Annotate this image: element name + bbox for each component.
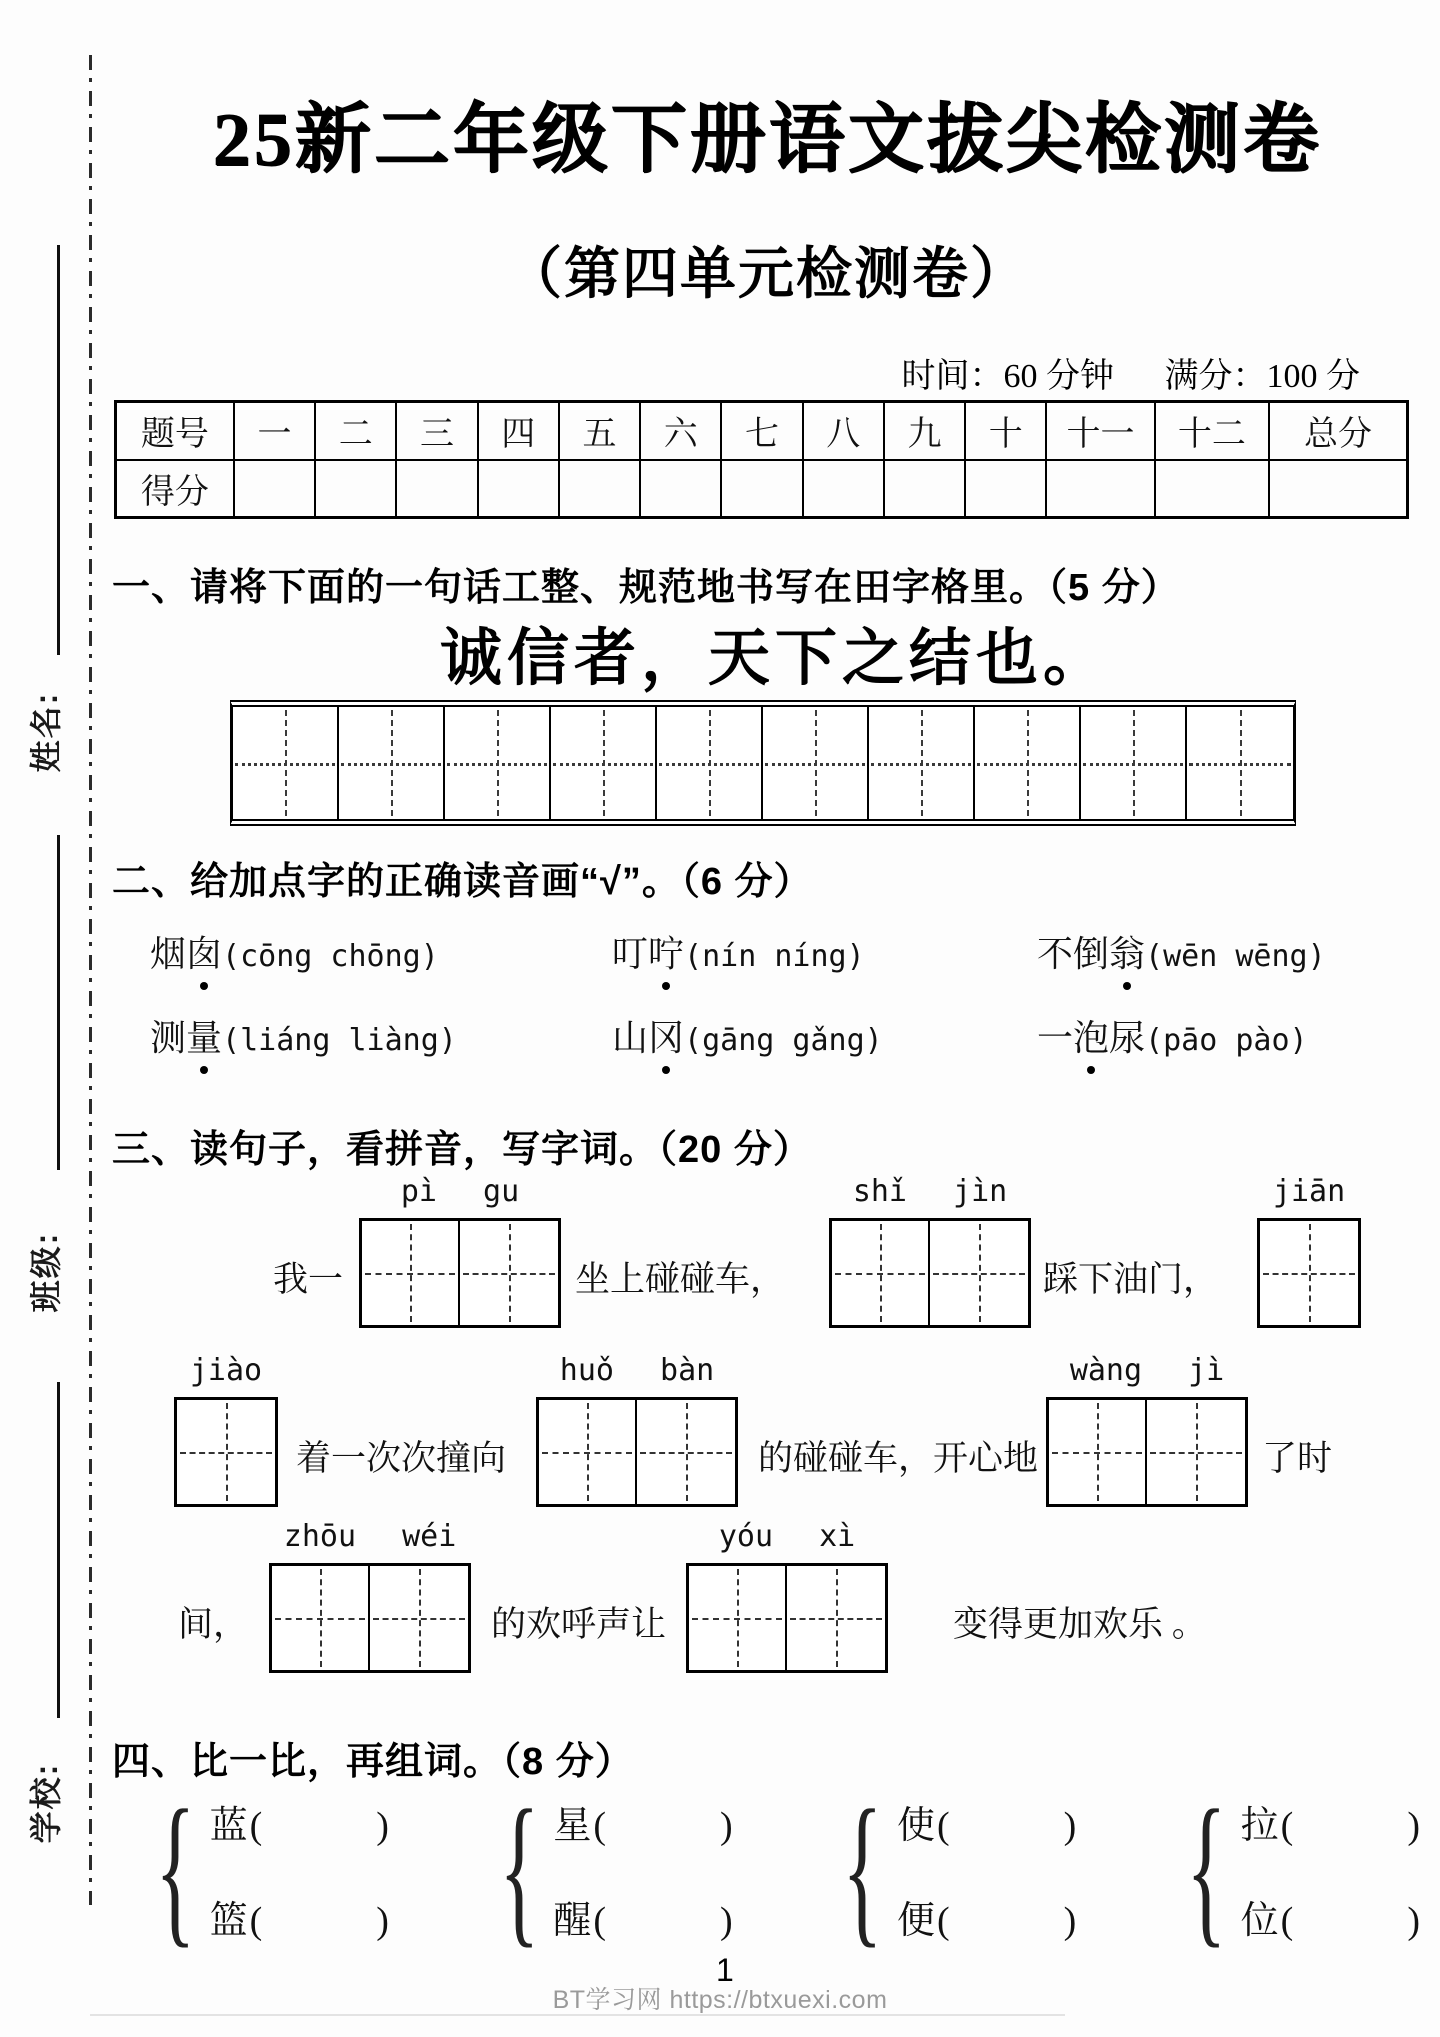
brace-icon: {	[498, 1776, 540, 1962]
score-blank-cell[interactable]	[234, 460, 315, 518]
class-write-line[interactable]	[57, 835, 60, 1170]
pinyin-hint: zhōu wéi	[283, 1519, 457, 1554]
hanzi: 一	[1037, 1018, 1074, 1058]
sentence-text: 着一次次撞向	[296, 1439, 507, 1478]
dotted-hanzi: 翁	[1109, 934, 1146, 974]
pinyin-options[interactable]: (nín níng)	[684, 939, 865, 974]
col-header-7: 七	[721, 402, 802, 460]
sentence-text: 踩下油门，	[1043, 1260, 1219, 1299]
footer-divider	[90, 2014, 1065, 2016]
section-two-heading: 二、给加点字的正确读音画“√”。（6 分）	[112, 861, 813, 903]
answer-box[interactable]	[539, 1400, 637, 1504]
pinyin-hint: wàng jì	[1069, 1353, 1225, 1388]
time-limit-label: 时间：60 分钟	[901, 358, 1114, 395]
answer-box[interactable]	[689, 1566, 787, 1670]
pinyin-choice-row	[150, 926, 1430, 977]
answer-box-group	[269, 1517, 471, 1673]
hanzi: 测	[150, 1018, 187, 1058]
compare-entry	[553, 1794, 732, 1849]
score-blank-cell[interactable]	[721, 460, 802, 518]
compare-char: 使	[896, 1805, 935, 1847]
answer-box[interactable]	[930, 1221, 1028, 1325]
word-compare-group	[135, 1776, 389, 1962]
school-label: 学校:	[28, 1762, 64, 1844]
sentence-text: 的欢呼声让	[491, 1605, 667, 1644]
tianzige-cell[interactable]	[551, 707, 657, 819]
pinyin-choice-item	[612, 926, 1037, 977]
pinyin-options[interactable]: (wēn wēng)	[1145, 939, 1326, 974]
blank-parens[interactable]: ( )	[593, 1805, 733, 1847]
pinyin-choice-row	[150, 1010, 1430, 1061]
score-blank-cell[interactable]	[478, 460, 559, 518]
pinyin-hint: shǐ jìn	[852, 1174, 1008, 1209]
answer-box[interactable]	[177, 1400, 275, 1504]
answer-box[interactable]	[272, 1566, 370, 1670]
score-table	[114, 400, 1409, 519]
answer-box-group	[174, 1351, 278, 1507]
blank-parens[interactable]: ( )	[1280, 1900, 1420, 1942]
col-header-total: 总分	[1269, 402, 1407, 460]
dotted-hanzi: 量	[186, 1018, 223, 1058]
pinyin-options[interactable]: (pāo pào)	[1145, 1023, 1308, 1058]
blank-parens[interactable]: ( )	[937, 1900, 1077, 1942]
answer-box-group	[686, 1517, 888, 1673]
sentence-line-2	[174, 1351, 1332, 1507]
answer-box[interactable]	[362, 1221, 460, 1325]
answer-box-group	[536, 1351, 738, 1507]
score-blank-cell[interactable]	[884, 460, 965, 518]
answer-box[interactable]	[832, 1221, 930, 1325]
compare-char: 醒	[553, 1900, 592, 1942]
compare-entry	[1241, 1889, 1420, 1944]
answer-box-group	[1257, 1172, 1361, 1328]
score-blank-cell[interactable]	[803, 460, 884, 518]
answer-box[interactable]	[1147, 1400, 1245, 1504]
sentence-text: 变得更加欢乐 。	[953, 1605, 1207, 1644]
col-header-9: 九	[884, 402, 965, 460]
tianzige-cell[interactable]	[233, 707, 339, 819]
dotted-hanzi: 囱	[186, 934, 223, 974]
score-blank-cell[interactable]	[965, 460, 1046, 518]
question-no-header-cell: 题号	[116, 402, 234, 460]
compare-char: 篮	[209, 1900, 248, 1942]
blank-parens[interactable]: ( )	[937, 1805, 1077, 1847]
answer-box-group	[1046, 1351, 1248, 1507]
footer-watermark: BT学习网 https://btxuexi.com	[552, 1986, 888, 2014]
paper-subtitle: （第四单元检测卷）	[506, 244, 1028, 306]
blank-parens[interactable]: ( )	[593, 1900, 733, 1942]
hanzi: 叮	[612, 934, 649, 974]
pinyin-choice-item	[150, 926, 612, 977]
sentence-line-1	[273, 1172, 1361, 1328]
page-number: 1	[716, 1952, 734, 1988]
score-blank-cell[interactable]	[559, 460, 640, 518]
sentence-text: 的碰碰车，开心地	[758, 1439, 1039, 1478]
sentence-text: 我一	[273, 1260, 344, 1299]
answer-box[interactable]	[637, 1400, 735, 1504]
compare-entry	[210, 1794, 389, 1849]
score-label-cell: 得分	[116, 460, 234, 518]
word-compare-group	[822, 1776, 1077, 1962]
seal-line	[89, 55, 92, 1905]
brace-icon: {	[842, 1776, 883, 1962]
score-blank-cell[interactable]	[396, 460, 477, 518]
word-compare-row	[135, 1776, 1420, 1962]
col-header-11: 十一	[1046, 402, 1154, 460]
compare-char: 便	[896, 1900, 935, 1942]
tianzige-cell[interactable]	[1187, 707, 1293, 819]
score-blank-cell[interactable]	[640, 460, 721, 518]
answer-box-group	[829, 1172, 1031, 1328]
compare-entry	[897, 1889, 1076, 1944]
dotted-hanzi: 冈	[648, 1018, 685, 1058]
dotted-hanzi: 泡	[1073, 1018, 1110, 1058]
answer-box[interactable]	[460, 1221, 558, 1325]
col-header-3: 三	[396, 402, 477, 460]
score-row	[116, 460, 1408, 518]
hanzi: 山	[612, 1018, 649, 1058]
answer-box[interactable]	[1049, 1400, 1147, 1504]
word-compare-group	[479, 1776, 733, 1962]
tianzige-cell[interactable]	[869, 707, 975, 819]
sentence-text: 了时	[1262, 1439, 1333, 1478]
col-header-10: 十	[965, 402, 1046, 460]
exam-meta	[902, 348, 1361, 397]
brace-icon: {	[155, 1776, 196, 1962]
pinyin-hint: jiān	[1272, 1174, 1346, 1209]
col-header-12: 十二	[1155, 402, 1269, 460]
compare-char: 蓝	[209, 1805, 248, 1847]
col-header-1: 一	[234, 402, 315, 460]
compare-entry	[1241, 1794, 1420, 1849]
full-score-label: 满分：100 分	[1164, 358, 1360, 395]
tianzige-cell[interactable]	[445, 707, 551, 819]
question-number-row	[116, 402, 1408, 460]
pinyin-options[interactable]: (liáng liàng)	[222, 1023, 457, 1058]
col-header-8: 八	[803, 402, 884, 460]
answer-box-group	[359, 1172, 561, 1328]
col-header-6: 六	[640, 402, 721, 460]
answer-box[interactable]	[370, 1566, 468, 1670]
paper-title: 25新二年级下册语文拔尖检测卷	[212, 98, 1322, 182]
school-write-line[interactable]	[57, 1382, 60, 1718]
tianzige-cell[interactable]	[1081, 707, 1187, 819]
compare-char: 星	[553, 1805, 592, 1847]
hanzi: 不倒	[1037, 934, 1110, 974]
tianzige-cell[interactable]	[339, 707, 445, 819]
sentence-text: 间，	[178, 1605, 249, 1644]
section-three-heading: 三、读句子，看拼音，写字词。（20 分）	[112, 1129, 812, 1171]
pinyin-hint: pì gu	[400, 1174, 520, 1209]
pinyin-choice-item	[612, 1010, 1037, 1061]
tianzige-cell[interactable]	[763, 707, 869, 819]
pinyin-hint: jiào	[189, 1353, 263, 1388]
section-one-heading: 一、请将下面的一句话工整、规范地书写在田字格里。（5 分）	[112, 567, 1180, 609]
pinyin-options[interactable]: (cōng chōng)	[222, 939, 439, 974]
section-four-heading: 四、比一比，再组词。（8 分）	[112, 1741, 634, 1783]
col-header-2: 二	[315, 402, 396, 460]
col-header-5: 五	[559, 402, 640, 460]
tianzige-cell[interactable]	[657, 707, 763, 819]
class-label: 班级:	[28, 1231, 64, 1313]
blank-parens[interactable]: ( )	[249, 1805, 389, 1847]
brace-icon: {	[1186, 1776, 1227, 1962]
compare-char: 拉	[1240, 1805, 1279, 1847]
compare-entry	[897, 1794, 1076, 1849]
sentence-line-3	[178, 1517, 1207, 1673]
blank-parens[interactable]: ( )	[249, 1900, 389, 1942]
tianzige-grid	[230, 700, 1296, 826]
pinyin-options[interactable]: (gāng gǎng)	[684, 1023, 883, 1058]
pinyin-choice-item	[1037, 926, 1326, 977]
pinyin-hint: yóu xì	[718, 1519, 856, 1554]
compare-entry	[210, 1889, 389, 1944]
compare-char: 位	[1240, 1900, 1279, 1942]
name-label: 姓名:	[28, 691, 64, 773]
pinyin-choice-item	[1037, 1010, 1308, 1061]
dotted-hanzi: 咛	[648, 934, 685, 974]
score-blank-cell[interactable]	[1155, 460, 1269, 518]
tianzige-cell[interactable]	[975, 707, 1081, 819]
blank-parens[interactable]: ( )	[1280, 1805, 1420, 1847]
score-blank-cell[interactable]	[1269, 460, 1407, 518]
name-write-line[interactable]	[57, 245, 60, 655]
answer-box[interactable]	[1260, 1221, 1358, 1325]
pinyin-choice-item	[150, 1010, 612, 1061]
word-compare-group	[1166, 1776, 1420, 1962]
sentence-to-copy: 诚信者，天下之结也。	[439, 625, 1110, 693]
compare-entry	[553, 1889, 732, 1944]
sentence-text: 坐上碰碰车，	[575, 1260, 786, 1299]
answer-box[interactable]	[787, 1566, 885, 1670]
hanzi: 烟	[150, 934, 187, 974]
score-blank-cell[interactable]	[315, 460, 396, 518]
pinyin-hint: huǒ bàn	[559, 1353, 715, 1388]
col-header-4: 四	[478, 402, 559, 460]
score-blank-cell[interactable]	[1046, 460, 1154, 518]
hanzi: 尿	[1109, 1018, 1146, 1058]
